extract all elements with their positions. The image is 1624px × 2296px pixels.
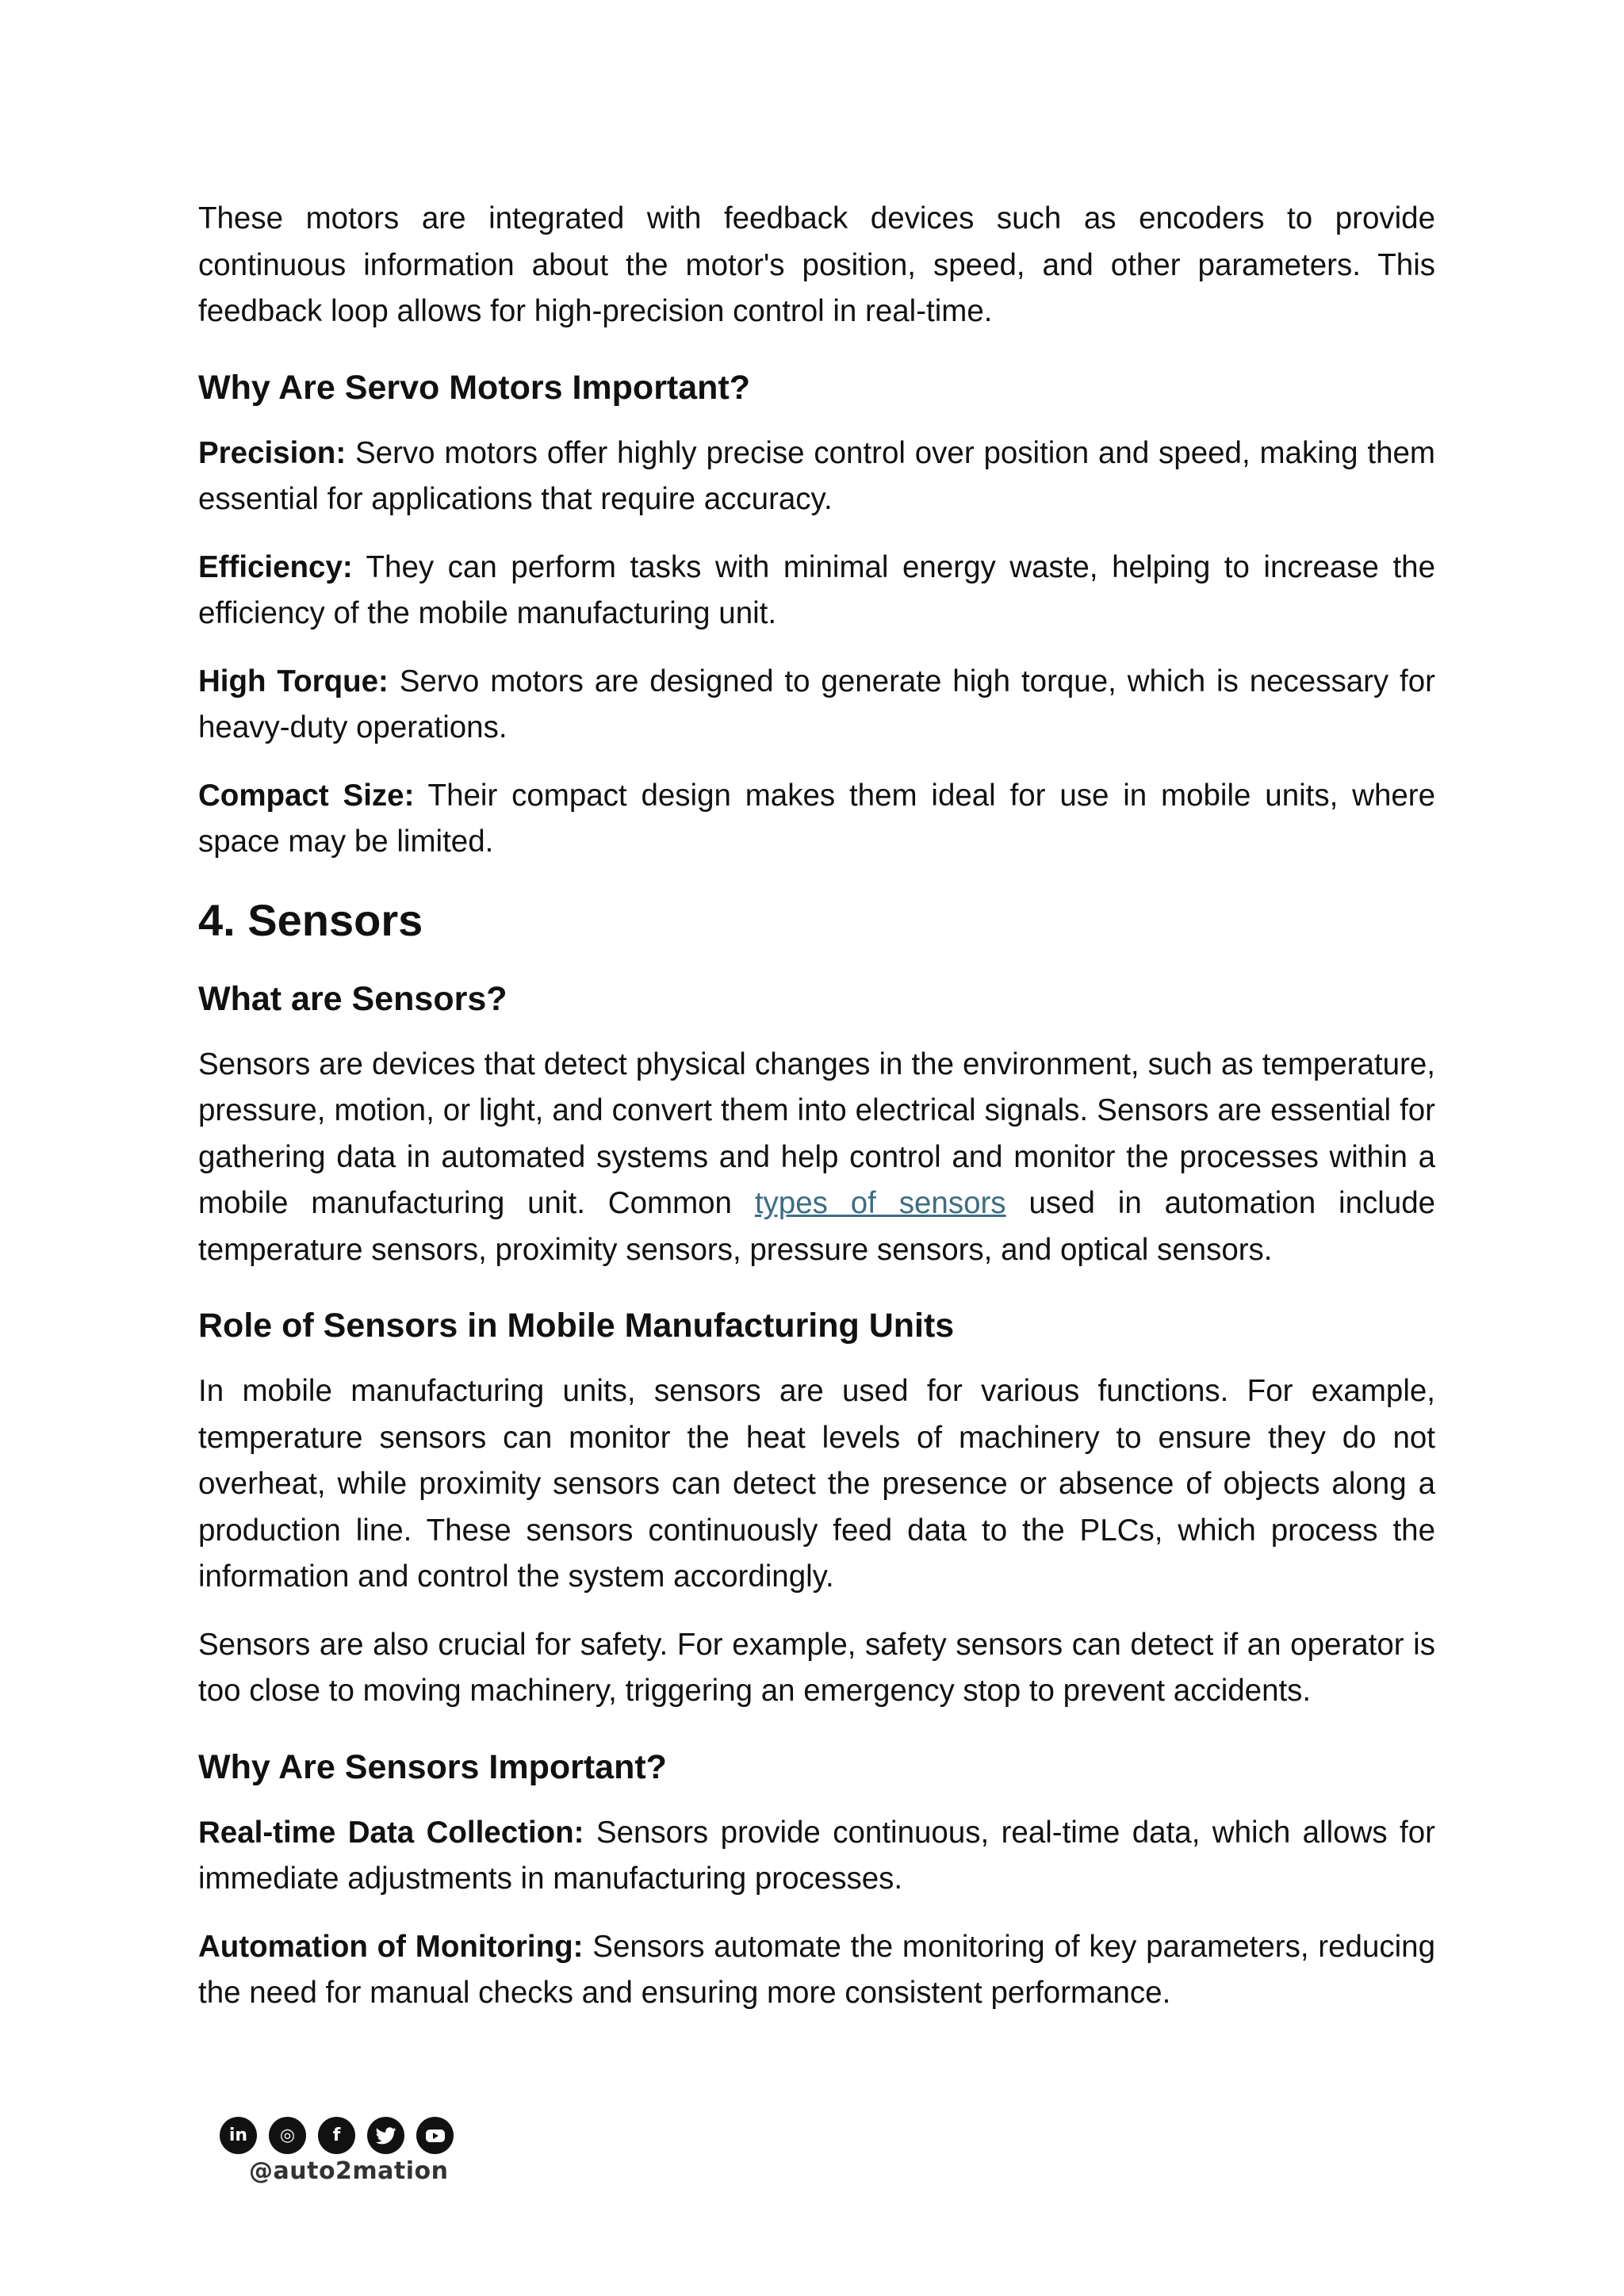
servo-item-precision	[198, 430, 1435, 523]
item-label: Compact Size:	[198, 778, 415, 813]
document-page	[198, 196, 1435, 2017]
item-label: Efficiency:	[198, 549, 353, 584]
instagram-icon[interactable]: ◎	[269, 2117, 306, 2154]
item-label: Real-time Data Collection:	[198, 1815, 584, 1850]
paragraph-text: Sensors are devices that detect physical changes in the environment, such as temperature, pressure, motion, or light, and convert them into electrical signals. Sensors are essential for gathering data in automated systems and help control and monitor the processes within a mobile manufacturing unit. Common	[198, 1047, 1435, 1220]
sensors-item-real-time-data	[198, 1810, 1435, 1903]
what-are-sensors-paragraph	[198, 1042, 1435, 1274]
linkedin-icon[interactable]: in	[220, 2117, 257, 2154]
item-label: Automation of Monitoring:	[198, 1929, 584, 1964]
servo-item-efficiency	[198, 545, 1435, 637]
social-icons	[216, 2117, 469, 2154]
twitter-bird-glyph	[376, 2127, 396, 2145]
sensors-section-heading: 4. Sensors	[198, 894, 423, 945]
role-paragraph-1: In mobile manufacturing units, sensors are used for various functions. For example, temperature sensors can monitor the heat levels of machinery to ensure they do not overheat, while proximity sensors can detect the presence or absence of objects along a production line. These sensors continuously feed data to the PLCs, which process the information and control the system accordingly.	[198, 1374, 1435, 1594]
youtube-icon[interactable]	[416, 2117, 454, 2154]
what-are-sensors-heading: What are Sensors?	[198, 979, 508, 1018]
item-label: High Torque:	[198, 664, 389, 698]
servo-importance-heading: Why Are Servo Motors Important?	[198, 368, 751, 407]
social-footer	[216, 2117, 469, 2185]
item-text: Sensors automate the monitoring of key parameters, reducing the need for manual checks and ensuring more consistent performance.	[198, 1929, 1435, 2010]
twitter-icon[interactable]	[367, 2117, 404, 2154]
facebook-icon[interactable]: f	[318, 2117, 355, 2154]
item-text: They can perform tasks with minimal energy waste, helping to increase the efficiency of the mobile manufacturing unit.	[198, 549, 1435, 630]
item-text: Their compact design makes them ideal for use in mobile units, where space may be limited.	[198, 778, 1436, 859]
item-text: Sensors provide continuous, real-time data, which allows for immediate adjustments in manufacturing processes.	[198, 1815, 1435, 1896]
item-label: Precision:	[198, 435, 347, 470]
sensors-importance-heading: Why Are Sensors Important?	[198, 1747, 667, 1786]
youtube-play-glyph	[425, 2128, 446, 2144]
item-text: Servo motors offer highly precise control over position and speed, making them essential for applications that require accuracy.	[198, 435, 1435, 516]
item-text: Servo motors are designed to generate high torque, which is necessary for heavy-duty operations.	[198, 664, 1435, 744]
servo-item-high-torque	[198, 659, 1435, 752]
types-of-sensors-link[interactable]: types of sensors	[754, 1186, 1006, 1220]
paragraph-text: used in automation include temperature sensors, proximity sensors, pressure sensors, and optical sensors.	[198, 1186, 1436, 1267]
servo-item-compact-size	[198, 773, 1435, 866]
sensors-item-automation-monitoring	[198, 1924, 1435, 2017]
role-paragraph-2: Sensors are also crucial for safety. For example, safety sensors can detect if an operator is too close to moving machinery, triggering an emergency stop to prevent accidents.	[198, 1627, 1435, 1708]
intro-paragraph: These motors are integrated with feedback devices such as encoders to provide continuous information about the motor's position, speed, and other parameters. This feedback loop allows for high-precision control in real-time.	[198, 201, 1435, 328]
social-handle: @auto2mation	[249, 2157, 449, 2185]
role-of-sensors-heading: Role of Sensors in Mobile Manufacturing Units	[198, 1307, 955, 1345]
